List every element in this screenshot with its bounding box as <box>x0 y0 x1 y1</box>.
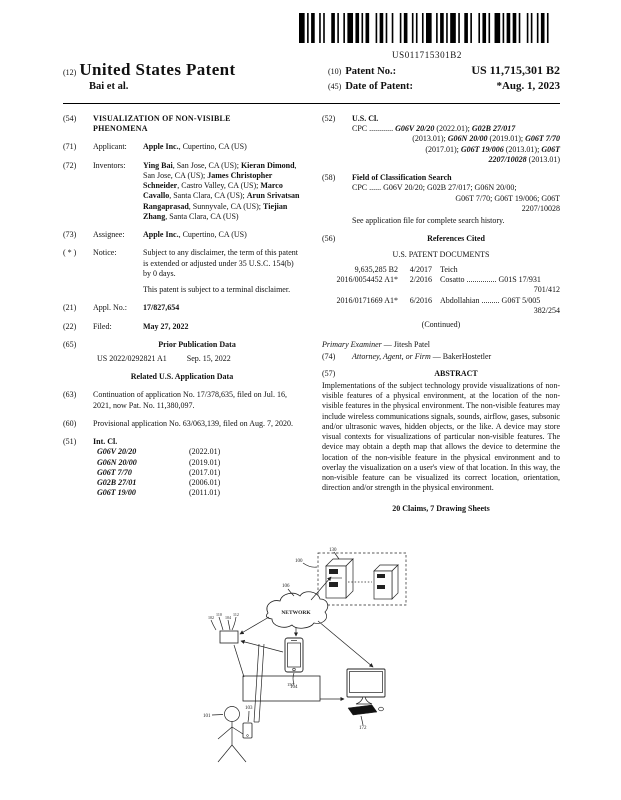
cpc-classification-block <box>352 124 560 165</box>
notice-paragraph-2: This patent is subject to a terminal disclaimer. <box>143 285 291 295</box>
field-65-prior-publication <box>63 340 301 364</box>
appl-no-value: 17/827,654 <box>143 303 180 313</box>
patent-number-label: Patent No.: <box>345 66 397 77</box>
monitor-icon <box>347 669 385 704</box>
reference-continuation: 382/254 <box>533 305 560 315</box>
ref-label-network: 106 <box>282 584 290 589</box>
inid-22: (22) <box>63 321 77 331</box>
page-title: United States Patent <box>79 60 236 79</box>
ref-label-102: 102 <box>208 615 214 620</box>
field-21-appl-no <box>63 303 301 313</box>
applicant-label: Applicant: <box>93 142 127 152</box>
field-58-search <box>322 173 560 226</box>
patent-number-row <box>328 63 560 78</box>
ref-label-keyboard: 172 <box>359 726 367 731</box>
filed-value: May 27, 2022 <box>143 321 189 331</box>
field-54-title <box>63 114 301 134</box>
int-cl-row: G06T 7/70 (2017.01) <box>97 467 221 477</box>
wall-rectangle <box>243 676 320 701</box>
reference-row: 9,635,285 B2 4/2017 Teich <box>354 264 458 274</box>
continuation-text: Continuation of application No. 17/378,635, filed on Jul. 16, 2021, now Pat. No. 11,380,097. <box>93 390 287 410</box>
assignee-value: Apple Inc., Cupertino, CA (US) <box>143 230 247 240</box>
field-71-applicant <box>63 142 301 152</box>
primary-examiner-line: Primary Examiner — Jitesh Patel <box>322 340 430 350</box>
classification-line: (2013.01); G06N 20/00 (2019.01); G06T 7/70 <box>412 134 560 144</box>
ref-leader-system <box>303 563 317 567</box>
inid-57: (57) <box>322 368 336 378</box>
prior-publication-entry <box>93 354 301 364</box>
right-column <box>322 114 560 514</box>
handheld-device-icon <box>243 706 253 738</box>
inid-60: (60) <box>63 418 77 428</box>
server-icon <box>374 565 398 599</box>
classification-line: 2207/10028 <box>521 203 560 213</box>
references-cited-heading: References Cited <box>427 234 485 244</box>
field-of-search-heading: Field of Classification Search <box>352 173 452 183</box>
mouse-icon <box>379 707 384 711</box>
attorney-line: Attorney, Agent, or Firm — BakerHostetler <box>352 352 492 362</box>
patent-date-row <box>328 80 560 92</box>
patent-date-label: Date of Patent: <box>345 81 413 92</box>
classification-line: CPC ............ G06V 20/20 (2022.01); G02B 27/017 <box>352 124 516 134</box>
inid-asterisk: ( * ) <box>63 248 77 258</box>
notice-label: Notice: <box>93 248 117 258</box>
classification-line: G06T 7/70; G06T 19/006; G06T <box>455 193 560 203</box>
inid-10: (10) <box>328 67 342 76</box>
notice-paragraph-1: Subject to any disclaimer, the term of this patent is extended or adjusted under 35 U.S.C. 154(b) by 0 days. <box>143 248 298 278</box>
inid-71: (71) <box>63 142 77 152</box>
ref-label-smartphone: 104 <box>290 685 298 690</box>
inventors-label: Inventors: <box>93 160 126 170</box>
classification-line: (2017.01); G06T 19/006 (2013.01); G06T <box>425 144 560 154</box>
header-right <box>328 60 560 94</box>
invention-title: VISUALIZATION OF NON-VISIBLE PHENOMENA <box>93 114 231 134</box>
int-cl-row: G06V 20/20 (2022.01) <box>97 447 221 457</box>
person-figure <box>203 707 246 763</box>
inid-63: (63) <box>63 390 77 400</box>
inid-72: (72) <box>63 160 77 170</box>
int-cl-table <box>93 447 301 498</box>
related-data-heading: Related U.S. Application Data <box>130 372 234 382</box>
prior-publication-heading: Prior Publication Data <box>158 339 236 349</box>
field-51-int-cl <box>63 437 301 498</box>
field-52-us-cl <box>322 114 560 165</box>
inid-58: (58) <box>322 173 336 183</box>
appl-no-label: Appl. No.: <box>93 303 127 313</box>
references-table <box>322 265 560 316</box>
patent-date-value: *Aug. 1, 2023 <box>496 80 560 92</box>
ref-label-person: 101 <box>203 714 211 719</box>
inid-73: (73) <box>63 230 77 240</box>
keyboard-icon <box>348 705 383 731</box>
reference-continuation: 701/412 <box>533 285 560 295</box>
reference-row: 2016/0171669 A1* 6/2016 Abdollahian ......... G06T 5/005 <box>336 295 541 305</box>
field-56-references <box>322 234 560 244</box>
claims-sheets-line: 20 Claims, 7 Drawing Sheets <box>392 503 490 513</box>
ref-label-handheld: 103 <box>245 706 253 711</box>
field-22-filed <box>63 322 301 332</box>
inid-45: (45) <box>328 82 342 91</box>
inventor-short-line: Bai et al. <box>89 81 129 92</box>
abstract-heading: ABSTRACT <box>434 368 478 378</box>
inid-56: (56) <box>322 234 336 244</box>
kind-code: (12) <box>63 68 77 77</box>
left-column <box>63 114 301 514</box>
inid-51: (51) <box>63 437 77 447</box>
inid-74: (74) <box>322 352 336 362</box>
classification-line: CPC ...... G06V 20/20; G02B 27/017; G06N 20/00; <box>352 183 517 193</box>
barcode-text: US011715301B2 <box>392 50 462 60</box>
body-columns <box>63 114 560 514</box>
figure-fig1 <box>150 538 490 800</box>
search-history-note: See application file for complete search history. <box>352 216 505 226</box>
inventors-value: Ying Bai, San Jose, CA (US); Kieran Dimond, San Jose, CA (US); James Christopher Schneider, Castro Valley, CA (US); Marco Cavallo, Santa Clara, CA (US); Arun Srivatsan Rangaprasad, Sunnyvale, CA (US); Tiejian Zhang, Santa Clara, CA (US) <box>143 160 300 221</box>
int-cl-row: G02B 27/01 (2006.01) <box>97 478 221 488</box>
field-74-attorney <box>322 352 560 362</box>
inid-52: (52) <box>322 114 336 123</box>
inid-65: (65) <box>63 339 77 349</box>
publication-date: Sep. 15, 2022 <box>186 353 231 363</box>
field-72-inventors <box>63 161 301 222</box>
field-57-abstract <box>322 369 560 379</box>
header <box>63 60 560 94</box>
header-left <box>63 60 236 94</box>
assignee-label: Assignee: <box>93 230 125 240</box>
int-cl-heading: Int. Cl. <box>93 437 118 447</box>
us-cl-heading: U.S. Cl. <box>352 114 379 123</box>
ref-label-104b: 104 <box>225 615 231 620</box>
ref-label-server: 130 <box>329 548 337 553</box>
field-73-assignee <box>63 230 301 240</box>
classification-line: 2207/10028 (2013.01) <box>488 154 560 164</box>
provisional-text: Provisional application No. 63/063,139, filed on Aug. 7, 2020. <box>93 418 293 428</box>
patent-number-value: US 11,715,301 B2 <box>471 63 560 77</box>
inid-21: (21) <box>63 303 77 313</box>
references-continued: (Continued) <box>421 319 461 329</box>
inid-54: (54) <box>63 114 77 123</box>
abstract-text: Implementations of the subject technology provide visualizations of non-visible features of a physical environment, at the location of the non-visible features in the physical environment. The non-visible features may include wireless communications signals, sounds, airflow, gases, subsonic and/or ultrasonic waves, hidden objects, or the like. A device may store visual contexts for visualizations of particular non-visible features. The device may obtain a depth map that allows the device to determine the location of the non-visible feature in the physical environment and to overlay the visualization on a user's view of that location. In this way, the non-visible feature can be visualized its correct location, orientation, direction and/or strength in the physical environment. <box>322 380 560 493</box>
us-patent-documents-heading: U.S. PATENT DOCUMENTS <box>392 249 490 259</box>
network-label: NETWORK <box>281 610 311 616</box>
reference-row: 2016/0054452 A1* 2/2016 Cosatto ............... G01S 17/931 <box>336 275 541 285</box>
barcode <box>296 13 558 60</box>
ref-label-wall: 150 <box>287 682 294 687</box>
barcode-bars <box>297 13 557 45</box>
notice-value <box>143 248 301 295</box>
filed-label: Filed: <box>93 321 112 331</box>
field-60-provisional <box>63 419 301 429</box>
publication-number: US 2022/0292821 A1 <box>97 353 167 363</box>
field-63-continuation <box>63 390 301 410</box>
ref-label-system: 100 <box>295 559 303 564</box>
int-cl-row: G06N 20/00 (2019.01) <box>97 457 221 467</box>
ref-label-110: 110 <box>216 612 222 617</box>
applicant-value: Apple Inc., Cupertino, CA (US) <box>143 142 247 152</box>
int-cl-row: G06T 19/00 (2011.01) <box>97 488 221 498</box>
field-notice <box>63 248 301 295</box>
header-divider <box>63 103 560 104</box>
field-of-search-block <box>352 183 560 214</box>
sensor-box <box>208 612 239 643</box>
document-kind-line <box>63 60 236 80</box>
ref-label-112: 112 <box>233 612 239 617</box>
